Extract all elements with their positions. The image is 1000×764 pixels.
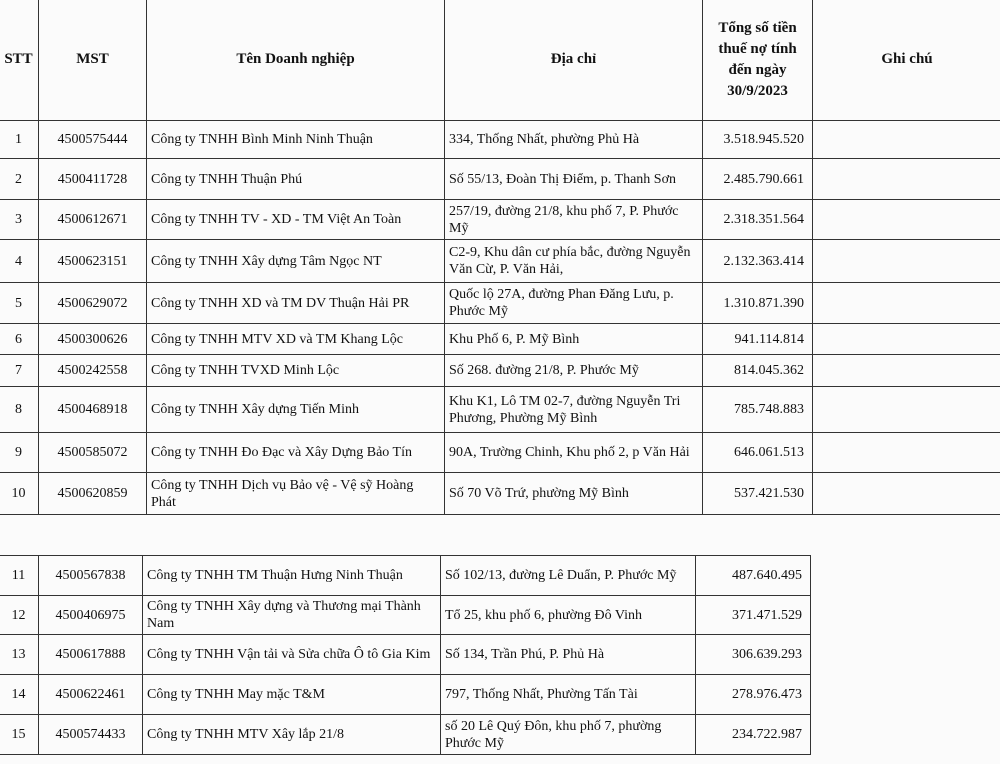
header-note: Ghi chú (813, 0, 1000, 121)
table-row (0, 283, 1000, 324)
row-total-debt: 785.748.883 (703, 387, 813, 433)
row-company-name: Công ty TNHH MTV XD và TM Khang Lộc (147, 324, 445, 355)
row-address: Số 268. đường 21/8, P. Phước Mỹ (445, 355, 703, 387)
header-mst: MST (39, 0, 147, 121)
row-mst: 4500567838 (39, 556, 143, 596)
row-note (813, 200, 1000, 240)
row-mst: 4500622461 (39, 675, 143, 715)
row-note (813, 433, 1000, 473)
row-total-debt: 487.640.495 (696, 556, 811, 596)
row-company-name: Công ty TNHH Vận tải và Sửa chữa Ô tô Gia Kim (143, 635, 441, 675)
row-stt: 11 (0, 556, 39, 596)
row-note (813, 121, 1000, 159)
row-stt: 10 (0, 473, 39, 515)
row-stt: 2 (0, 159, 39, 200)
row-company-name: Công ty TNHH TVXD Minh Lộc (147, 355, 445, 387)
row-address: Tổ 25, khu phố 6, phường Đô Vinh (441, 596, 696, 635)
table-row (0, 715, 811, 755)
header-total-debt: Tổng số tiền thuế nợ tính đến ngày 30/9/2023 (703, 0, 813, 121)
row-address: Số 70 Võ Trứ, phường Mỹ Bình (445, 473, 703, 515)
row-total-debt: 1.310.871.390 (703, 283, 813, 324)
row-stt: 14 (0, 675, 39, 715)
row-mst: 4500242558 (39, 355, 147, 387)
row-total-debt: 306.639.293 (696, 635, 811, 675)
row-mst: 4500585072 (39, 433, 147, 473)
row-mst: 4500575444 (39, 121, 147, 159)
table-row (0, 556, 811, 596)
table-row (0, 240, 1000, 283)
row-address: 334, Thống Nhất, phường Phủ Hà (445, 121, 703, 159)
row-note (813, 324, 1000, 355)
row-address: Số 134, Trần Phú, P. Phủ Hà (441, 635, 696, 675)
row-address: Khu K1, Lô TM 02-7, đường Nguyễn Tri Phương, Phường Mỹ Bình (445, 387, 703, 433)
row-mst: 4500620859 (39, 473, 147, 515)
row-total-debt: 2.485.790.661 (703, 159, 813, 200)
row-company-name: Công ty TNHH TM Thuận Hưng Ninh Thuận (143, 556, 441, 596)
row-address: Khu Phố 6, P. Mỹ Bình (445, 324, 703, 355)
row-company-name: Công ty TNHH Xây dựng Tâm Ngọc NT (147, 240, 445, 283)
row-address: 257/19, đường 21/8, khu phố 7, P. Phước Mỹ (445, 200, 703, 240)
row-total-debt: 646.061.513 (703, 433, 813, 473)
row-total-debt: 278.976.473 (696, 675, 811, 715)
table-header-row (0, 0, 1000, 121)
row-note (813, 387, 1000, 433)
row-mst: 4500617888 (39, 635, 143, 675)
row-address: 90A, Trường Chinh, Khu phố 2, p Văn Hải (445, 433, 703, 473)
row-stt: 9 (0, 433, 39, 473)
row-stt: 15 (0, 715, 39, 755)
row-mst: 4500411728 (39, 159, 147, 200)
row-note (813, 283, 1000, 324)
row-mst: 4500406975 (39, 596, 143, 635)
row-address: Số 102/13, đường Lê Duẩn, P. Phước Mỹ (441, 556, 696, 596)
table-row (0, 596, 811, 635)
header-stt: STT (0, 0, 39, 121)
header-company-name: Tên Doanh nghiệp (147, 0, 445, 121)
row-company-name: Công ty TNHH Dịch vụ Bảo vệ - Vệ sỹ Hoàng Phát (147, 473, 445, 515)
row-total-debt: 2.318.351.564 (703, 200, 813, 240)
row-total-debt: 371.471.529 (696, 596, 811, 635)
row-address: Số 55/13, Đoàn Thị Điểm, p. Thanh Sơn (445, 159, 703, 200)
row-mst: 4500629072 (39, 283, 147, 324)
row-company-name: Công ty TNHH Đo Đạc và Xây Dựng Bảo Tín (147, 433, 445, 473)
table-row (0, 324, 1000, 355)
table-row (0, 121, 1000, 159)
row-stt: 4 (0, 240, 39, 283)
row-company-name: Công ty TNHH May mặc T&M (143, 675, 441, 715)
row-company-name: Công ty TNHH Xây dựng và Thương mại Thành Nam (143, 596, 441, 635)
row-note (813, 473, 1000, 515)
row-mst: 4500623151 (39, 240, 147, 283)
row-mst: 4500468918 (39, 387, 147, 433)
row-stt: 13 (0, 635, 39, 675)
row-mst: 4500612671 (39, 200, 147, 240)
table-row (0, 675, 811, 715)
row-company-name: Công ty TNHH MTV Xây lắp 21/8 (143, 715, 441, 755)
row-stt: 12 (0, 596, 39, 635)
row-address: C2-9, Khu dân cư phía bắc, đường Nguyễn Văn Cừ, P. Văn Hải, (445, 240, 703, 283)
row-note (813, 159, 1000, 200)
row-company-name: Công ty TNHH Bình Minh Ninh Thuận (147, 121, 445, 159)
row-total-debt: 814.045.362 (703, 355, 813, 387)
row-note (813, 240, 1000, 283)
row-address: 797, Thống Nhất, Phường Tấn Tài (441, 675, 696, 715)
row-company-name: Công ty TNHH Thuận Phú (147, 159, 445, 200)
row-stt: 6 (0, 324, 39, 355)
row-total-debt: 941.114.814 (703, 324, 813, 355)
table-row (0, 159, 1000, 200)
row-note (813, 355, 1000, 387)
table-row (0, 433, 1000, 473)
table-row (0, 635, 811, 675)
row-stt: 1 (0, 121, 39, 159)
table-row (0, 200, 1000, 240)
row-mst: 4500300626 (39, 324, 147, 355)
row-company-name: Công ty TNHH XD và TM DV Thuận Hải PR (147, 283, 445, 324)
row-company-name: Công ty TNHH Xây dựng Tiến Minh (147, 387, 445, 433)
row-total-debt: 2.132.363.414 (703, 240, 813, 283)
table-row (0, 473, 1000, 515)
row-mst: 4500574433 (39, 715, 143, 755)
row-total-debt: 234.722.987 (696, 715, 811, 755)
row-company-name: Công ty TNHH TV - XD - TM Việt An Toàn (147, 200, 445, 240)
row-stt: 8 (0, 387, 39, 433)
header-address: Địa chỉ (445, 0, 703, 121)
row-address: số 20 Lê Quý Đôn, khu phố 7, phường Phước Mỹ (441, 715, 696, 755)
table-row (0, 387, 1000, 433)
row-total-debt: 3.518.945.520 (703, 121, 813, 159)
table-row (0, 355, 1000, 387)
row-address: Quốc lộ 27A, đường Phan Đăng Lưu, p. Phước Mỹ (445, 283, 703, 324)
row-stt: 3 (0, 200, 39, 240)
row-stt: 7 (0, 355, 39, 387)
debt-table-part-2 (0, 555, 811, 755)
row-stt: 5 (0, 283, 39, 324)
row-total-debt: 537.421.530 (703, 473, 813, 515)
